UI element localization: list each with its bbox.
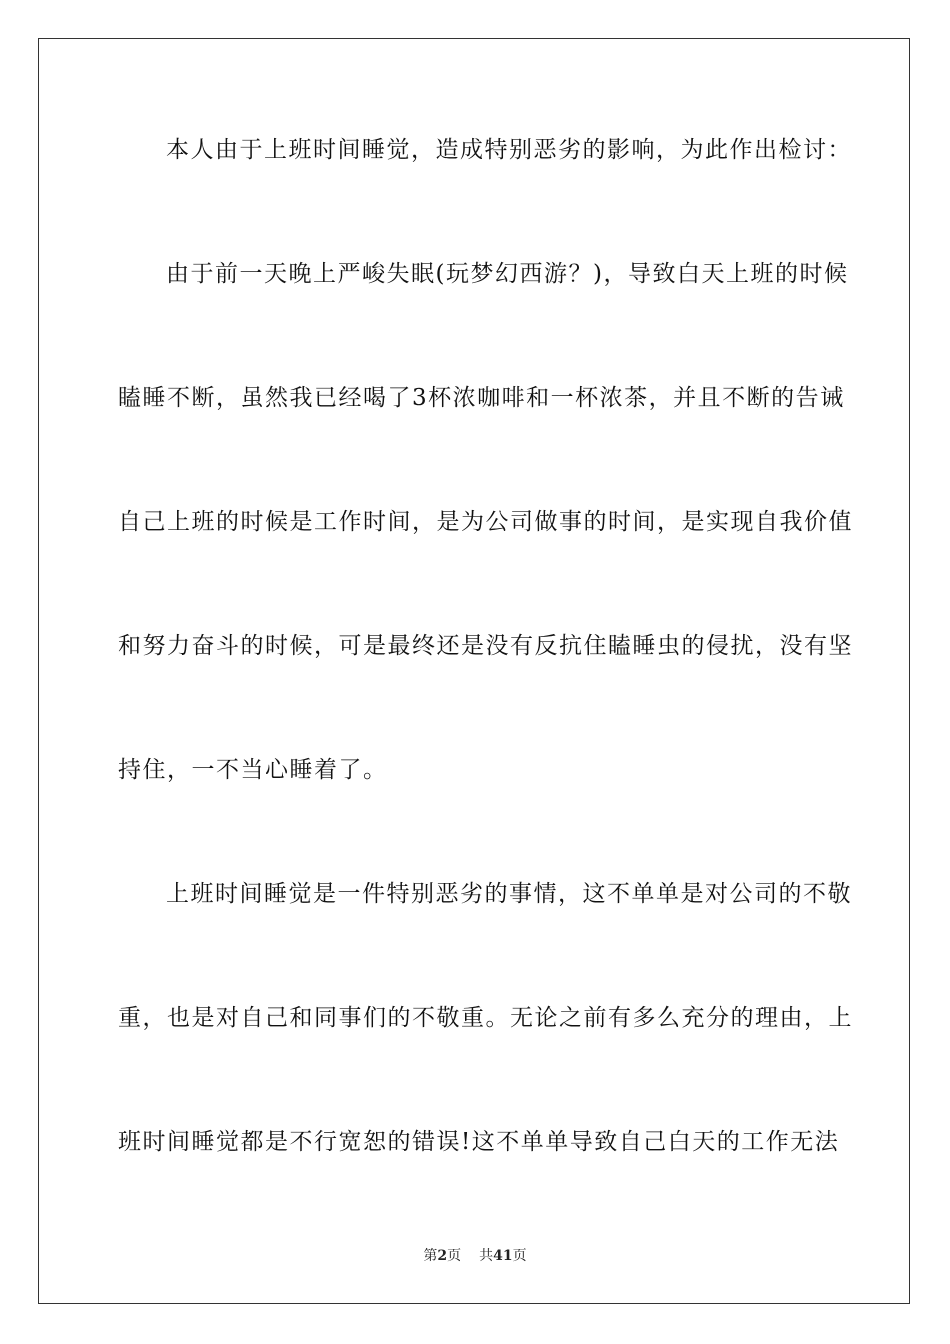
page-frame bbox=[38, 38, 910, 1304]
total-unit: 页 bbox=[512, 1248, 527, 1264]
page-prefix: 第 bbox=[423, 1248, 438, 1264]
paragraph-2-line-1: 由于前一天晚上严峻失眠(玩梦幻西游？)，导致白天上班的时候 bbox=[166, 261, 849, 287]
paragraph-3-line-3: 班时间睡觉都是不行宽恕的错误!这不单单导致自己白天的工作无法 bbox=[118, 1129, 840, 1155]
total-prefix: 共 bbox=[479, 1248, 494, 1264]
page-footer bbox=[0, 1246, 950, 1266]
paragraph-2-line-3: 自己上班的时候是工作时间，是为公司做事的时间，是实现自我价值 bbox=[118, 509, 853, 535]
paragraph-3-line-2: 重，也是对自己和同事们的不敬重。无论之前有多么充分的理由，上 bbox=[118, 1005, 853, 1031]
page-total: 41 bbox=[493, 1248, 513, 1264]
paragraph-3-line-1: 上班时间睡觉是一件特别恶劣的事情，这不单单是对公司的不敬 bbox=[166, 881, 852, 907]
paragraph-2-line-4: 和努力奋斗的时候，可是最终还是没有反抗住瞌睡虫的侵扰，没有坚 bbox=[118, 633, 853, 659]
page-current: 2 bbox=[437, 1248, 448, 1264]
paragraph-2-line-2: 瞌睡不断，虽然我已经喝了3杯浓咖啡和一杯浓茶，并且不断的告诫 bbox=[118, 385, 845, 411]
paragraph-2-line-5: 持住，一不当心睡着了。 bbox=[118, 757, 388, 783]
page-unit: 页 bbox=[447, 1248, 462, 1264]
paragraph-1-line-1: 本人由于上班时间睡觉，造成特别恶劣的影响，为此作出检讨： bbox=[166, 137, 852, 163]
